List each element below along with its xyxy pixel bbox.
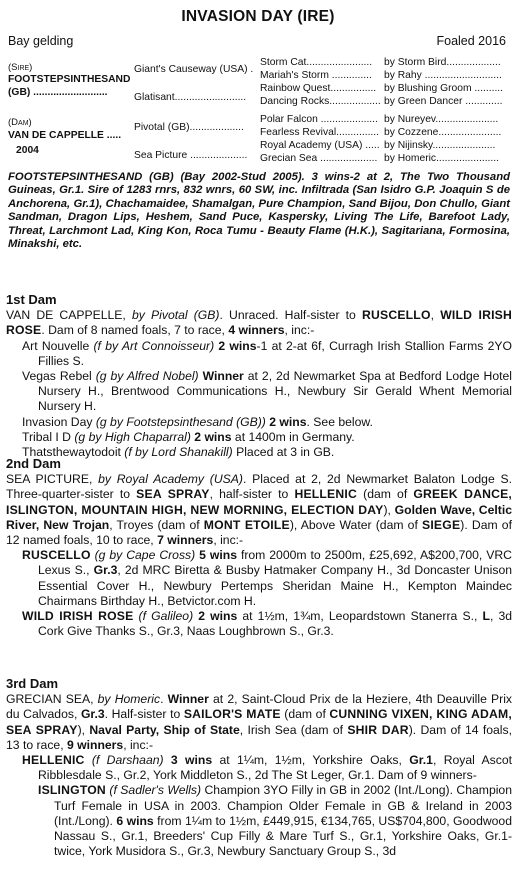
produce-wins: 6 wins (116, 813, 154, 828)
intro-text: ), Above Water (dam of (289, 517, 423, 532)
gen3-horse-8: Grecian Sea .................... (260, 153, 378, 164)
third-dam-section (6, 676, 512, 859)
dam-pedigree-text: by Pivotal (GB) (125, 308, 220, 323)
produce-entry (22, 430, 512, 445)
intro-text: , (430, 308, 441, 323)
produce-record: at 1400m in Germany. (231, 429, 355, 444)
dam-name-text: VAN DE CAPPELLE, (6, 308, 126, 323)
intro-text: , inc:- (213, 533, 244, 548)
sire-label: (Sire) (8, 62, 33, 73)
produce-name: Thatsthewaytodoit (22, 445, 121, 460)
winners-count: 7 winners (157, 533, 214, 548)
dam-year: 2004 (16, 145, 39, 156)
produce-entry (22, 339, 512, 369)
produce-name: Vegas Rebel (22, 369, 92, 384)
race-grade: Gr.3 (93, 563, 118, 578)
produce-record: , 3d Cork Give Thanks S., Gr.3, Naas Loughbrown S., Gr.3. (38, 609, 513, 639)
produce-record: . See below. (306, 414, 373, 429)
produce-name: WILD IRISH ROSE (22, 609, 134, 624)
race-grade: Gr.3 (80, 707, 105, 722)
produce-record: -1 at 2-at 6f, Curragh Irish Stallion Farms 2YO Fillies S. (38, 338, 512, 368)
intro-text: . Half-sister to (104, 707, 184, 722)
produce-entry (22, 369, 512, 415)
relative-name: SAILOR'S MATE (183, 707, 281, 722)
produce-pedigree: (f Galileo) (133, 609, 194, 624)
produce-name: Art Nouvelle (22, 338, 90, 353)
winners-count: 9 winners (66, 737, 124, 752)
sire-summary: FOOTSTEPSINTHESAND (GB) (Bay 2002-Stud 2005). 3 wins-2 at 2, The Two Thousand Guineas, Gr.1. Sire of 1283 rnrs, 832 wnrs, 60 SW, inc. Infiltrada (San Isidro G.P. Joaquin S de Anchorena, Gr.1), Chachamaidee, Shamalgan, Pure Champion, Sand Bijou, Don Chullo, Giant Sandman, Dragon Lips, Heshem, Sand Puce, Kaspersky, Living The Life, Barefoot Lady, Threat, Larchmont Lad, King Kon, Roca Tumu - Beauty Flame (H.K.), Sagitariana, Formosina, Minakshi, etc. (8, 171, 510, 251)
produce-entry (22, 415, 512, 430)
gen3-horse-6: Fearless Revival............... (260, 127, 380, 138)
dam-pedigree-text: by Royal Academy (USA) (92, 472, 243, 487)
produce-wins: 2 wins (193, 609, 238, 624)
produce-pedigree: (f by Art Connoisseur) (89, 338, 215, 353)
second-dam-intro (6, 472, 512, 548)
winners-count: 4 winners (228, 323, 285, 338)
relative-name: RUSCELLO (362, 308, 431, 323)
sire-name: FOOTSTEPSINTHESAND (8, 74, 131, 85)
gen3-horse-1: Storm Cat....................... (260, 57, 373, 68)
dam-dam: Sea Picture .................... (134, 150, 248, 161)
gen3-horse-7: Royal Academy (USA) ..... (260, 140, 380, 151)
produce-record: from 1¼m to 1½m, £449,915, €134,765, US$704,800, Goodwood Nassau S., Gr.1, Breeders' Cup Filly & Mare Turf S., Gr.1, Yorkshire Oaks, Gr.1-twice, York Musidora S., Gr.3, Newbury Sanctuary Group S., 3d (54, 813, 512, 859)
produce-entry (22, 753, 512, 783)
relative-name: HELLENIC (294, 487, 357, 502)
produce-record: from 2000m to 2500m, £25,692, A$200,700, VRC Lexus S., (38, 548, 512, 578)
dam-name-text: SEA PICTURE, (6, 472, 93, 487)
intro-text: . Placed at 2, 2d Newmarket Balaton Lodge S. Three-quarter-sister to (6, 472, 512, 502)
produce-record: Champion 3YO Filly in GB in 2002 (Int./Long). Champion Turf Female in USA in 2003. Champion Older Female in GB & Ireland in 2003 (Int./Long). (54, 783, 512, 828)
relative-name: MONT ETOILE (203, 517, 290, 532)
relative-names: GREEK DANCE, ISLINGTON, MOUNTAIN HIGH, NEW MORNING, ELECTION DAY (6, 487, 512, 517)
winner-text: Winner (167, 692, 209, 707)
produce-name: RUSCELLO (22, 548, 91, 563)
produce-pedigree: (g by Footstepsinthesand (GB)) (92, 414, 266, 429)
produce-entry (22, 548, 512, 609)
intro-text: . Dam of 8 named foals, 7 to race, (41, 323, 229, 338)
first-dam-section (6, 292, 512, 460)
foaled-year: Foaled 2016 (436, 34, 506, 48)
intro-text: . Unraced. Half-sister to (219, 308, 362, 323)
gen3-horse-5: Polar Falcon .................... (260, 114, 378, 125)
dam-pedigree-text: by Homeric (93, 692, 161, 707)
produce-record: at 1¼m, 1½m, Yorkshire Oaks, (212, 753, 410, 768)
produce-wins: 2 wins (190, 429, 232, 444)
dam-name-text: GRECIAN SEA, (6, 692, 94, 707)
gen3-by-5: by Nureyev...................... (384, 114, 499, 125)
relative-name: SHIR DAR (347, 722, 409, 737)
intro-text: at 2, Saint-Cloud Prix de la Heziere, 4th Deauville Prix du Calvados, (6, 692, 513, 722)
sire-dam: Glatisant......................... (134, 92, 247, 103)
dam-label: (Dam) (8, 117, 32, 128)
dam-sire: Pivotal (GB)................... (134, 122, 244, 133)
third-dam-heading: 3rd Dam (6, 676, 59, 691)
sire-sire: Giant's Causeway (USA) . (134, 64, 254, 75)
produce-entry (22, 609, 512, 639)
horse-description: Bay gelding (8, 34, 74, 48)
intro-text: , half-sister to (209, 487, 295, 502)
produce-pedigree: (f by Lord Shanakill) (120, 445, 233, 460)
relative-name: SIEGE (422, 517, 461, 532)
intro-text: (dam of (280, 707, 330, 722)
intro-text: . (160, 692, 168, 707)
second-dam-heading: 2nd Dam (6, 456, 61, 471)
pedigree-chart (4, 53, 514, 168)
produce-wins: 2 wins (265, 414, 307, 429)
first-dam-intro (6, 308, 512, 338)
intro-text: , Troyes (dam of (109, 517, 204, 532)
intro-text: , Irish Sea (dam of (239, 722, 348, 737)
gen3-by-6: by Cozzene...................... (384, 127, 502, 138)
gen3-horse-4: Dancing Rocks.................. (260, 96, 381, 107)
produce-record: Placed at 3 in GB. (232, 445, 335, 460)
produce-record: at 1½m, 1¾m, Leopardstown Stanerra S., (237, 609, 483, 624)
intro-text: ), (77, 722, 90, 737)
second-dam-section (6, 456, 512, 639)
produce-pedigree: (f Sadler's Wells) (105, 783, 202, 798)
produce-pedigree: (g by Alfred Nobel) (91, 369, 199, 384)
gen3-by-3: by Blushing Groom .......... (384, 83, 504, 94)
horse-name: INVASION DAY (IRE) (181, 8, 335, 25)
relative-names: CUNNING VIXEN, KING ADAM, SEA SPRAY (6, 707, 512, 737)
produce-wins: 2 wins (214, 338, 257, 353)
gen3-by-1: by Storm Bird................... (384, 57, 501, 68)
race-grade: L (482, 609, 490, 624)
produce-name: ISLINGTON (38, 783, 106, 798)
relative-name: SEA SPRAY (136, 487, 210, 502)
gen3-by-7: by Nijinsky...................... (384, 140, 496, 151)
intro-text: ). Dam of 12 named foals, 10 to race, (6, 517, 512, 548)
relative-names: Naval Party, Ship of State (89, 722, 240, 737)
grand-produce-entry (38, 783, 512, 859)
produce-pedigree: (f Darshaan) (84, 753, 164, 768)
gen3-by-4: by Green Dancer ............. (384, 96, 503, 107)
gen3-by-2: by Rahy ........................... (384, 70, 502, 81)
intro-text: , inc:- (123, 737, 153, 752)
gen3-by-8: by Homeric...................... (384, 153, 500, 164)
produce-name: Tribal I D (22, 429, 71, 444)
produce-wins: 3 wins (163, 753, 213, 768)
gen3-horse-2: Mariah's Storm .............. (260, 70, 372, 81)
intro-text: , inc:- (284, 323, 315, 338)
intro-text: ), (383, 502, 395, 517)
first-dam-heading: 1st Dam (6, 292, 57, 307)
race-grade: Gr.1 (409, 753, 433, 768)
relative-name: WILD IRISH ROSE (6, 308, 513, 338)
sire-country: (GB) .......................... (8, 87, 108, 98)
gen3-horse-3: Rainbow Quest................ (260, 83, 377, 94)
produce-name: Invasion Day (22, 414, 93, 429)
intro-text: (dam of (356, 487, 414, 502)
produce-wins: 5 wins (195, 548, 237, 563)
produce-pedigree: (g by High Chaparral) (70, 429, 191, 444)
intro-text: ). Dam of 14 foals, 13 to race, (6, 722, 512, 752)
produce-record: at 2, 2d Newmarket Spa at Bedford Lodge Hotel Nursery H., Brentwood Communications H., Newbury Sir Gerald Whent Memorial Nursery H. (38, 369, 512, 414)
produce-wins: Winner (198, 369, 244, 384)
third-dam-intro (6, 692, 512, 753)
produce-name: HELLENIC (22, 753, 85, 768)
produce-record: , 2d MRC Biretta & Busby Hatmaker Company H., 3d Doncaster Unison Essential Cover H., Newbury Pertemps Sheridan Maine H., Kempton Maindec Chairmans Birthday H., Betvictor.com H. (38, 563, 512, 608)
relative-names: Golden Wave, Celtic River, New Trojan (6, 502, 512, 532)
produce-record: , Royal Ascot Ribblesdale S., Gr.2, York Middleton S., 2d The St Leger, Gr.1. Dam of 9 winners- (38, 753, 512, 783)
dam-name: VAN DE CAPPELLE ..... (8, 130, 122, 141)
produce-pedigree: (g by Cape Cross) (90, 548, 196, 563)
